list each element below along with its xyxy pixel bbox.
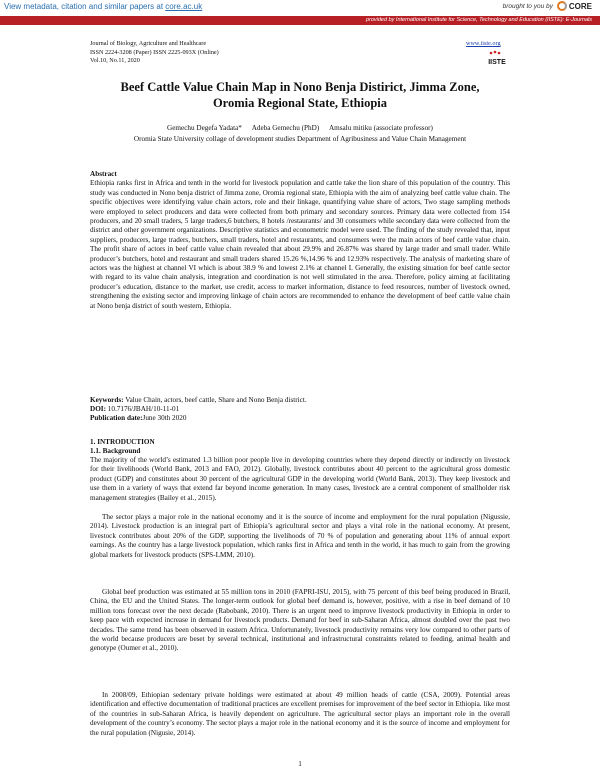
core-brand[interactable] <box>503 1 592 11</box>
author-list <box>90 124 510 133</box>
publication-date <box>90 414 510 423</box>
subsection-heading: 1.1. Background <box>90 447 141 455</box>
publication-label: Publication date: <box>90 414 143 422</box>
page-number: 1 <box>298 760 302 768</box>
keywords <box>90 396 510 405</box>
section-heading: 1. INTRODUCTION <box>90 438 155 446</box>
abstract <box>90 170 510 311</box>
author: Gemechu Degefa Yadata* <box>167 124 242 132</box>
core-logo-icon <box>557 1 567 11</box>
core-logo <box>557 1 592 11</box>
keywords-text: Value Chain, actors, beef cattle, Share and Nono Benja district. <box>123 396 307 404</box>
journal-site-link[interactable]: www.iiste.org <box>466 40 501 47</box>
paragraph: Global beef production was estimated at 55 million tons in 2010 (FAPRI-ISU, 2015), with 75 percent of this beef being produced in Brazil, China, the EU and the United States. The longer-term outlook for global beef demand is, however, positive, with a rise in beef demand of 10 million tons forecast over the next decade (Rabobank, 2010). There is an urgent need to improve livestock productivity in Ethiopia in order to keep pace with expected increase in demand for livestock products. Demand for beef in sub-Saharan Africa, almost doubled over the past two decades. The same trend has been observed in eastern Africa. Unfortunately, livestock productivity remains very low compared to other parts of the world because producers are beset by several technical, institutional and infrastructural constraints related to feeding, animal health and genotype (Oumer et al., 2010). <box>90 588 510 653</box>
core-banner <box>0 0 600 16</box>
doi-value: 10.7176/JBAH/10-11-01 <box>105 405 180 413</box>
iiste-logo-text: IISTE <box>488 59 506 66</box>
paragraph: The sector plays a major role in the national economy and it is the source of income and employment for the rural population (Nigussie, 2014). Livestock production is an integral part of Ethiopia’s agricultural sector and plays a vital role in the national economy. At present, livestock contributes about 20% of the GDP, supporting the livelihoods of 70 % of population and generating about 11% of annual export earnings. As the country has a large livestock population, which ranks first in Africa and tenth in the world, it has much to gain from the growing global markets for livestock products (SPS-LMM, 2010). <box>90 513 510 559</box>
paper-title: Beef Cattle Value Chain Map in Nono Benja Distirict, Jimma Zone, Oromia Regional State, Ethiopia <box>120 80 480 110</box>
journal-volume: Vol.10, No.11, 2020 <box>90 57 140 64</box>
doi <box>90 405 510 414</box>
iiste-logo <box>487 50 507 66</box>
paragraph: In 2008/09, Ethiopian sedentary private holdings were estimated at about 49 million heads of cattle (CSA, 2009). Potential areas identification and effective documentation of traditional practices are excellent premises for improvement of the beef sector in Ethiopia. like most of the countries in sub-Saharan Africa, is heavily dependent on agriculture. The agricultural sector plays an important role in the overall development of the country’s economy. The sector plays a major role in the national economy and it is the source of income and employment for the rural population (Nigusie, 2014). <box>90 691 510 737</box>
journal-name: Journal of Biology, Agriculture and Healthcare <box>90 40 207 47</box>
affiliation: Oromia State University collage of development studies Department of Agribusiness and Value Chain Management <box>133 135 467 143</box>
keywords-label: Keywords: <box>90 396 124 404</box>
journal-info <box>90 40 219 66</box>
author: Amsalu mitiku (associate professor) <box>328 124 433 132</box>
abstract-heading: Abstract <box>90 170 117 178</box>
core-logo-text: CORE <box>568 1 592 11</box>
publication-value: June 30th 2020 <box>142 414 187 422</box>
author: Adeba Gemechu (PhD) <box>251 124 320 132</box>
doi-label: DOI: <box>90 405 106 413</box>
journal-issn: ISSN 2224-3208 (Paper) ISSN 2225-093X (Online) <box>90 48 219 56</box>
core-metadata-link[interactable] <box>4 2 202 11</box>
brought-by-text: brought to you by <box>502 2 553 10</box>
provider-text[interactable]: provided by International Institute for Science, Technology and Education (IISTE): E-Journals <box>365 17 592 23</box>
core-link[interactable]: core.ac.uk <box>165 2 203 11</box>
abstract-body: Ethiopia ranks first in Africa and tenth in the world for livestock population and cattle take the lion share of this population of the country. This study was conducted in Nono benja district of Jimma zone, Oromia regional state, Ethiopia with the aim of analyzing beef cattle value chain. The specific objectives were identifying value chain actors, role and their linkage, quantifying value share of actors, Two stage sampling methods were employed to select producers and data were collected from both primary and secondary sources. Primary data were collected from 154 producers, and 20 small traders, 5 large traders,6 butchers, 8 hotels /restaurants/ and 30 consumers while secondary data were collected from the district and other government organizations. Descriptive statistics and econometric model were used. The finding of the study revealed that, input suppliers, producers, large traders, butchers, small traders, hotel and restaurants, and consumers were the main actors of beef cattle value chain. The profit share of actors in beef cattle value chain revealed that about 29.9% and 26.87% was shared by large trader and small trader. While producer’s butchers, hotel and restaurant and small traders shared 15.26 %,14.96 % and 12.93% respectively. The analysis of marketing share of actors was the highest at channel VI which is about 38.9 % and lowest 2.1% at channel I. Generally, the existing situation for beef cattle sector with regard to its value chain analysis, integration and coordination is not well stimulated in the area. Therefore, policy aiming at facilitating producer’s education, distance to the market, use credit, access to market information, distance to feed resources, number of livestock owned, strengthening the existing sector and improving linkage of chain actors are recommended to enhance the development of beef cattle value chain at Nono benja district of south western, Ethiopia. <box>90 179 510 310</box>
core-metadata-text: View metadata, citation and similar papers at <box>4 2 164 11</box>
provider-banner <box>0 16 600 25</box>
paragraph: The majority of the world’s estimated 1.3 billion poor people live in developing countries where they depend directly or indirectly on livestock for their livelihoods (World Bank, 2013 and FAO, 2012). Globally, livestock contributes about 40 percent to the agricultural gross domestic product (GDP) and constitutes about 30 percent of the agricultural GDP in the developing world (World Bank, 2013). They keep livestock and use them in a variety of ways that extend far beyond income generation. In many cases, livestock are a central component of smallholder risk management strategies (Bailey et al., 2015). <box>90 456 510 502</box>
